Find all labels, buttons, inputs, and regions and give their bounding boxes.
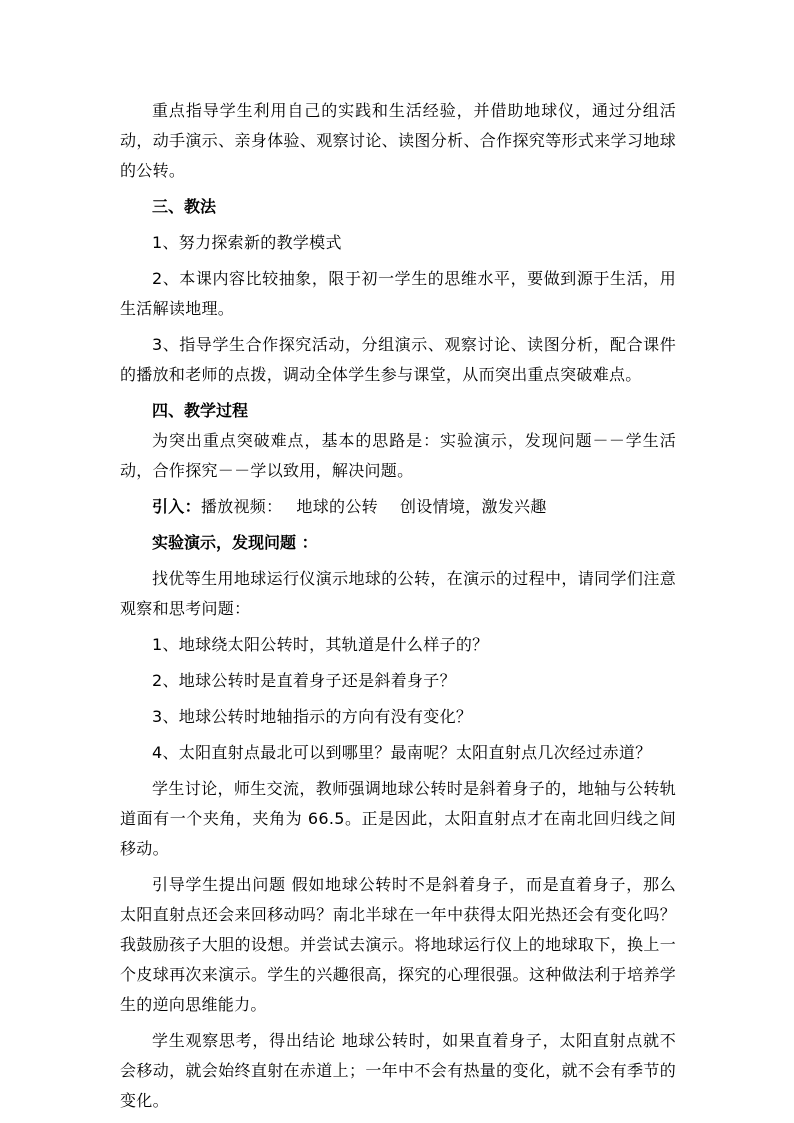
document-page (120, 96, 676, 1116)
section-heading-teaching-method: 三、教法 (152, 197, 217, 216)
paragraph-demo-instructions: 找优等生用地球运行仪演示地球的公转，在演示的过程中，请同学们注意观察和思考问题： (120, 569, 676, 618)
question-4: 4、太阳直射点最北可以到哪里？最南呢？太阳直射点几次经过赤道？ (152, 743, 652, 762)
intro-goal-text: 创设情境，激发兴趣 (399, 497, 547, 516)
paragraph-guided-question: 引导学生提出问题 假如地球公转时不是斜着身子，而是直着身子，那么太阳直射点还会来回移动吗？南北半球在一年中获得太阳光热还会有变化吗？我鼓励孩子大胆的设想。并尝试去演示。将地球运行仪上的地球取下，换上一个皮球再次来演示。学生的兴趣很高，探究的心理很强。这种做法利于培养学生的逆向思维能力。 (120, 875, 676, 1014)
method-item-2: 2、本课内容比较抽象，限于初一学生的思维水平，要做到源于生活，用生活解读地理。 (120, 269, 676, 318)
question-2: 2、地球公转时是直着身子还是斜着身子？ (152, 671, 456, 690)
intro-line (120, 492, 676, 522)
question-1: 1、地球绕太阳公转时，其轨道是什么样子的？ (152, 635, 489, 654)
paragraph-conclusion: 学生观察思考，得出结论 地球公转时，如果直着身子，太阳直射点就不会移动，就会始终直射在赤道上；一年中不会有热量的变化，就不会有季节的变化。 (120, 1031, 676, 1110)
paragraph-approach: 为突出重点突破难点，基本的思路是：实验演示，发现问题－－学生活动，合作探究－－学以致用，解决问题。 (120, 431, 676, 480)
method-item-3: 3、指导学生合作探究活动，分组演示、观察讨论、读图分析，配合课件的播放和老师的点拨，调动全体学生参与课堂，从而突出重点突破难点。 (120, 335, 676, 384)
paragraph-discussion: 学生讨论，师生交流，教师强调地球公转时是斜着身子的，地轴与公转轨道面有一个夹角，夹角为 66.5。正是因此，太阳直射点才在南北回归线之间移动。 (120, 779, 676, 858)
intro-label: 引入： (152, 497, 201, 516)
paragraph-method-focus: 重点指导学生利用自己的实践和生活经验，并借助地球仪，通过分组活动，动手演示、亲身体验、观察讨论、读图分析、合作探究等形式来学习地球的公转。 (120, 101, 676, 180)
section-heading-teaching-process: 四、教学过程 (152, 401, 249, 420)
subheading-demo: 实验演示，发现问题 ： (152, 533, 318, 552)
question-3: 3、地球公转时地轴指示的方向有没有变化？ (152, 707, 473, 726)
intro-topic-text: 地球的公转 (296, 497, 378, 516)
intro-video-text: 播放视频： (200, 497, 283, 516)
method-item-1: 1、努力探索新的教学模式 (152, 233, 342, 252)
